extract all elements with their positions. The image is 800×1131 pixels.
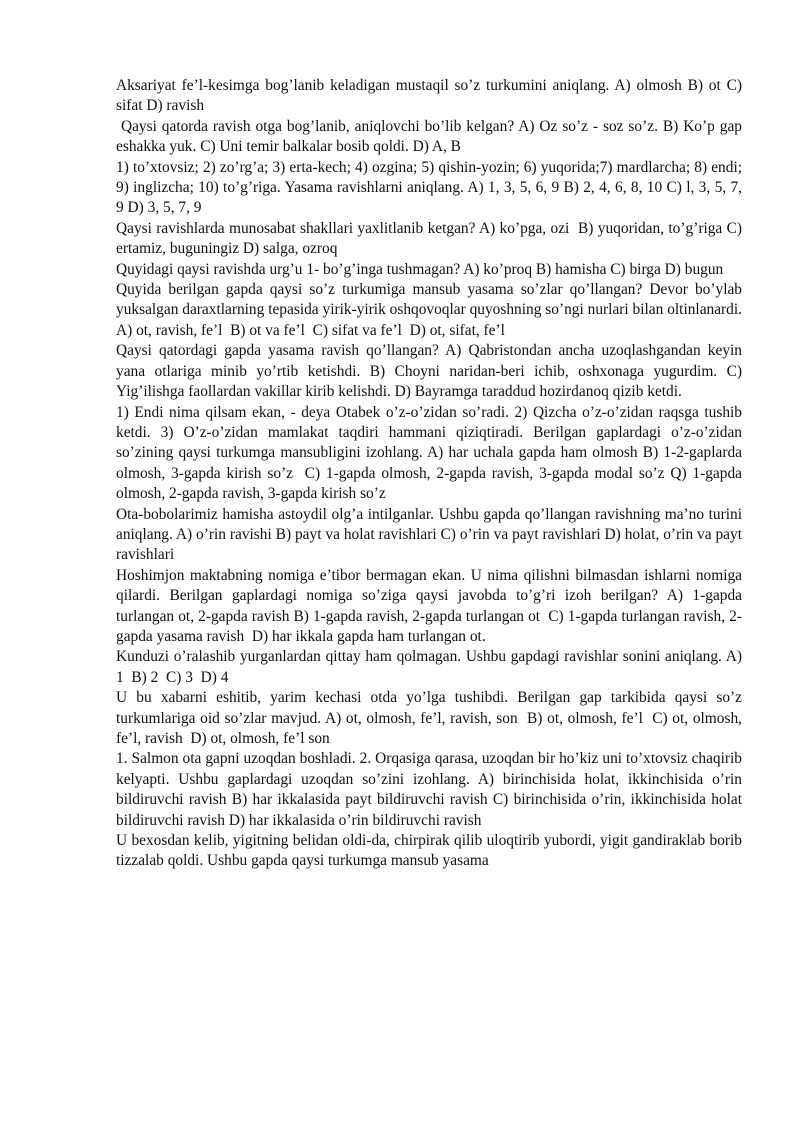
question-paragraph: Qaysi ravishlarda munosabat shakllari yaxlitlanib ketgan? A) ko’pga, ozi B) yuqoridan, to’g’riga C) ertamiz, buguningiz D) salga, ozroq bbox=[116, 219, 746, 258]
question-paragraph: 1. Salmon ota gapni uzoqdan boshladi. 2. Orqasiga qarasa, uzoqdan bir ho’kiz uni to’xtovsiz chaqirib kelyapti. Ushbu gaplardagi uzoqdan so’zini izohlang. A) birinchisida holat, ikkinchisida o’rin bildiruvchi ravish B) har ikkalasida payt bildiruvchi ravish C) birinchisida o’rin, ikkinchisida holat bildiruvchi ravish D) har ikkalasida o’rin bildiruvchi ravish bbox=[116, 750, 746, 829]
question-paragraph: Quyida berilgan gapda qaysi so’z turkumiga mansub yasama so’zlar qo’llangan? Devor bo’ylab yuksalgan daraxtlarning tepasida yirik-yirik oshqovoqlar quyoshning so’ngi nurlari bilan oltinlanardi. A) ot, ravish, fe’l B) ot va fe’l C) sifat va fe’l D) ot, sifat, fe’l bbox=[116, 281, 746, 339]
question-paragraph: Qaysi qatorda ravish otga bog’lanib, aniqlovchi bo’lib kelgan? A) Oz so’z - soz so’z. B) Ko’p gap eshakka yuk. C) Uni temir balkalar bosib qoldi. D) A, B bbox=[116, 117, 746, 156]
question-paragraph: U bexosdan kelib, yigitning belidan oldi-da, chirpirak qilib uloqtirib yubordi, yigit gandiraklab borib tizzalab qoldi. Ushbu gapda qaysi turkumga mansub yasama bbox=[116, 832, 746, 870]
question-paragraph: Ota-bobolarimiz hamisha astoydil olg’a intilganlar. Ushbu gapda qo’llangan ravishning ma’no turini aniqlang. A) o’rin ravishi B) payt va holat ravishlari C) o’rin va payt ravishlari D) holat, o’rin va payt ravishlari bbox=[116, 505, 746, 564]
question-paragraph: Qaysi qatordagi gapda yasama ravish qo’llangan? A) Qabristondan ancha uzoqlashgandan keyin yana otlariga minib yo’rtib ketishdi. B) Choyni naridan-beri ichib, oshxonaga yugurdim. C) Yig’ilishga faollardan vakillar kirib kelishdi. D) Bayramga taraddud hozirdanoq qizib ketdi. bbox=[116, 342, 746, 401]
question-paragraph: 1) to’xtovsiz; 2) zo’rg’a; 3) erta-kech; 4) ozgina; 5) qishin-yozin; 6) yuqorida;7) mardlarcha; 8) endi; 9) inglizcha; 10) to’g’riga. Yasama ravishlarni aniqlang. A) 1, 3, 5, 6, 9 B) 2, 4, 6, 8, 10 C) l, 3, 5, 7, 9 D) 3, 5, 7, 9 bbox=[116, 158, 746, 217]
question-paragraph: 1) Endi nima qilsam ekan, - deya Otabek o’z-o’zidan so’radi. 2) Qizcha o’z-o’zidan raqsga tushib ketdi. 3) O’z-o’zidan mamlakat taqdiri hammani qiziqtiradi. Berilgan gaplardagi o’z-o’zidan so’zining qaysi turkumga mansubligini izohlang. A) har uchala gapda ham olmosh B) 1-2-gaplarda olmosh, 3-gapda kirish so’z C) 1-gapda olmosh, 2-gapda ravish, 3-gapda modal so’z Q) 1-gapda olmosh, 2-gapda ravish, 3-gapda kirish so’z bbox=[116, 403, 746, 503]
question-paragraph: U bu xabarni eshitib, yarim kechasi otda yo’lga tushibdi. Berilgan gap tarkibida qaysi so’z turkumlariga oid so’zlar mavjud. A) ot, olmosh, fe’l, ravish, son B) ot, olmosh, fe’l C) ot, olmosh, fe’l, ravish D) ot, olmosh, fe’l son bbox=[116, 689, 746, 747]
question-paragraph: Hoshimjon maktabning nomiga e’tibor bermagan ekan. U nima qilishni bilmasdan ishlarni nomiga qilardi. Berilgan gaplardagi nomiga so’ziga qaysi javobda to’g’ri izoh berilgan? A) 1-gapda turlangan ot, 2-gapda ravish B) 1-gapda ravish, 2-gapda turlangan ot C) 1-gapda turlangan ravish, 2-gapda yasama ravish D) har ikkala gapda ham turlangan ot. bbox=[116, 566, 746, 645]
question-paragraph: Kunduzi o’ralashib yurganlardan qittay ham qolmagan. Ushbu gapdagi ravishlar sonini aniqlang. A) 1 B) 2 C) 3 D) 4 bbox=[116, 648, 746, 686]
question-paragraph: Quyidagi qaysi ravishda urg’u 1- bo’g’inga tushmagan? A) ko’proq B) hamisha C) birga D) bugun bbox=[116, 260, 724, 278]
document-page bbox=[116, 76, 746, 872]
question-paragraph: Aksariyat fe’l-kesimga bog’lanib keladigan mustaqil so’z turkumini aniqlang. A) olmosh B) ot C) sifat D) ravish bbox=[116, 77, 746, 115]
